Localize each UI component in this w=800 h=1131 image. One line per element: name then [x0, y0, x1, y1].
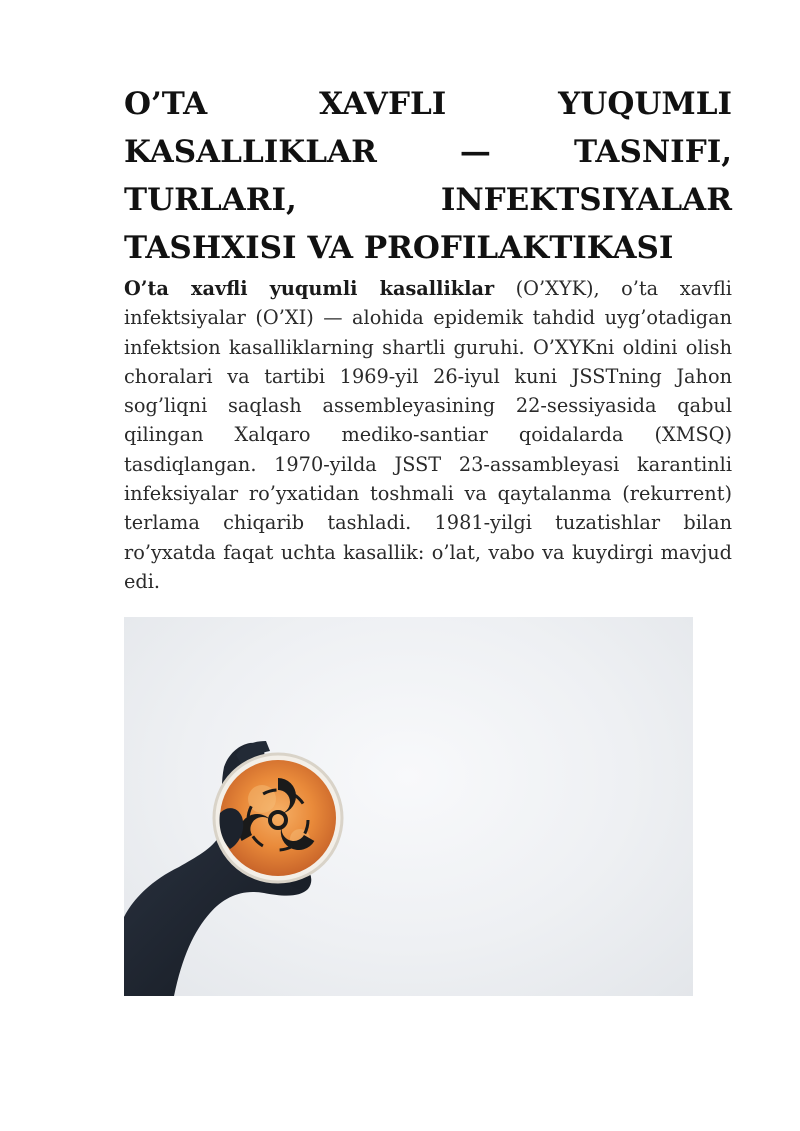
article-lead	[124, 274, 732, 596]
article	[124, 80, 732, 596]
lead-bold-term: O’ta xavfli yuqumli kasalliklar	[124, 277, 495, 300]
article-title: O’TA XAVFLI YUQUMLI KASALLIKLAR — TASNIFI, TURLARI, INFEKTSIYALAR TASHXISI VA PROFILAKTIKASI	[124, 86, 732, 266]
lead-text: (O’XYK), o’ta xavfli infektsiyalar (O’XI) — alohida epidemik tahdid uyg’otadigan infektsion kasalliklarning shartli guruhi. O’XYKni oldini olish choralari va tartibi 1969-yil 26-iyul kuni JSSTning Jahon sog’liqni saqlash assembleyasining 22-sessiyasida qabul qilingan Xalqaro mediko-santiar qoidalarda (XMSQ) tasdiqlangan. 1970-yilda JSST 23-assambleyasi karantinli infeksiyalar ro’yxatidan toshmali va qaytalanma (rekurrent) terlama chiqarib tashladi. 1981-yilgi tuzatishlar bilan ro’yxatda faqat uchta kasallik: o’lat, vabo va kuydirgi mavjud edi.	[124, 277, 732, 593]
gloved-hand-petri-dish-photo	[124, 617, 693, 996]
article-image	[124, 617, 693, 996]
